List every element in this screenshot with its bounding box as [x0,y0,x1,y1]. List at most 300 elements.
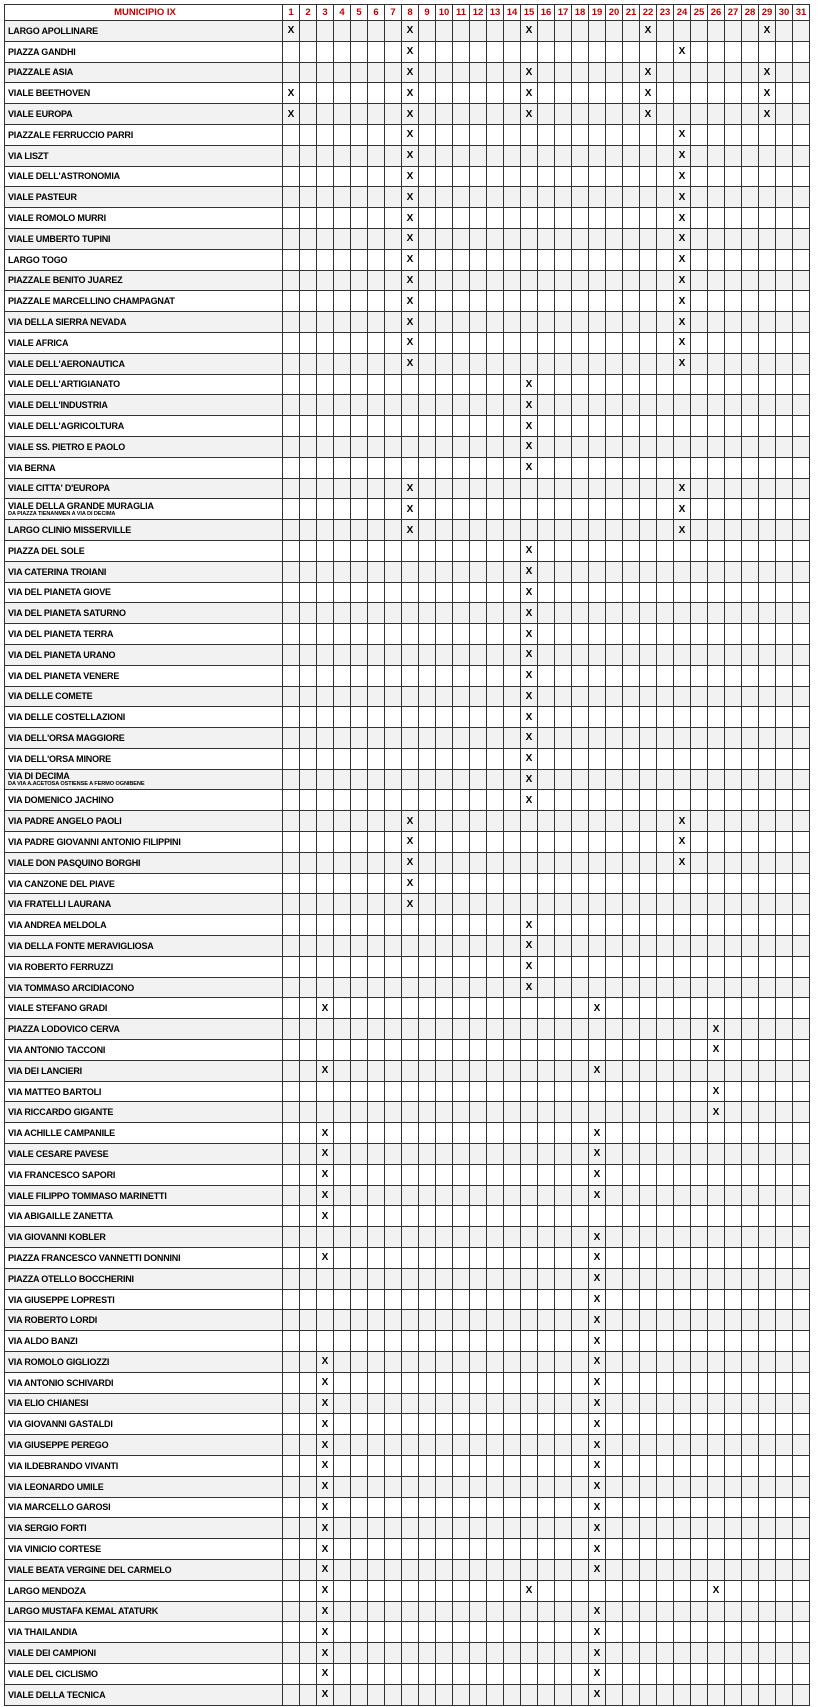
day-cell [368,540,385,561]
day-cell [351,1310,368,1331]
day-cell [640,665,657,686]
day-cell [470,1601,487,1622]
day-cell [470,270,487,291]
day-cell [453,832,470,853]
day-cell [317,499,334,520]
day-cell [300,145,317,166]
day-cell [589,873,606,894]
day-cell [385,1580,402,1601]
day-cell [419,1663,436,1684]
day-cell [317,1040,334,1061]
day-cell [725,1248,742,1269]
day-cell [691,1206,708,1227]
day-cell [351,332,368,353]
day-cell [555,62,572,83]
day-cell [759,187,776,208]
day-cell [623,1331,640,1352]
day-cell [708,915,725,936]
day-cell [691,956,708,977]
day-cell [334,228,351,249]
day-cell [283,582,300,603]
day-cell [691,561,708,582]
day-mark: X [674,208,691,229]
day-cell [283,1393,300,1414]
day-cell [742,1559,759,1580]
street-name: VIALE CESARE PAVESE [8,1148,109,1159]
day-cell [334,208,351,229]
day-cell [606,1268,623,1289]
day-cell [419,374,436,395]
day-cell [453,1352,470,1373]
day-cell [657,228,674,249]
day-cell [317,1331,334,1352]
day-cell [776,915,793,936]
day-cell [351,936,368,957]
day-mark: X [402,124,419,145]
day-cell [436,104,453,125]
day-cell [521,1352,538,1373]
day-cell [555,1476,572,1497]
day-cell [691,852,708,873]
day-cell [640,561,657,582]
day-cell [351,1206,368,1227]
day-cell [402,998,419,1019]
day-cell [487,1060,504,1081]
street-cell [5,83,283,104]
day-cell [317,1289,334,1310]
day-cell [674,644,691,665]
day-cell [725,1518,742,1539]
day-cell [334,1622,351,1643]
day-cell [470,915,487,936]
day-cell [657,1559,674,1580]
day-cell [691,1144,708,1165]
day-cell [300,998,317,1019]
day-cell [487,811,504,832]
day-cell [572,540,589,561]
day-cell [385,1455,402,1476]
day-cell [793,312,810,333]
day-cell [487,270,504,291]
day-cell [300,977,317,998]
day-cell [334,1060,351,1081]
day-cell [436,1310,453,1331]
day-cell [623,748,640,769]
day-cell [708,228,725,249]
street-cell [5,894,283,915]
day-cell [708,1164,725,1185]
day-cell [504,1331,521,1352]
day-cell [640,915,657,936]
day-cell [368,249,385,270]
day-cell [300,1372,317,1393]
day-cell [793,1123,810,1144]
day-cell [385,811,402,832]
day-cell [691,1081,708,1102]
day-cell [538,1643,555,1664]
day-cell [487,208,504,229]
day-cell [419,540,436,561]
day-cell [368,1081,385,1102]
day-cell [623,665,640,686]
day-cell [708,1248,725,1269]
day-cell [640,936,657,957]
day-header: 2 [300,5,317,21]
day-cell [368,21,385,42]
day-cell [351,1268,368,1289]
day-cell [759,582,776,603]
day-cell [776,1206,793,1227]
day-cell [759,1643,776,1664]
day-cell [691,1455,708,1476]
day-cell [742,915,759,936]
day-cell [351,1185,368,1206]
day-cell [504,395,521,416]
day-cell [385,1622,402,1643]
day-mark: X [317,1580,334,1601]
day-cell [368,832,385,853]
day-cell [283,1164,300,1185]
day-cell [538,1539,555,1560]
day-cell [793,1248,810,1269]
day-cell [334,457,351,478]
day-cell [538,41,555,62]
street-cell [5,499,283,520]
day-cell [555,936,572,957]
day-cell [453,811,470,832]
day-cell [334,62,351,83]
day-cell [368,561,385,582]
day-cell [606,1206,623,1227]
day-cell [300,457,317,478]
day-cell [504,1539,521,1560]
day-cell [674,1601,691,1622]
day-cell [317,457,334,478]
day-cell [657,1663,674,1684]
day-cell [283,520,300,541]
day-cell [589,374,606,395]
day-cell [708,353,725,374]
day-cell [572,644,589,665]
day-cell [555,1289,572,1310]
day-cell [759,1040,776,1061]
day-cell [402,748,419,769]
day-cell [470,1081,487,1102]
day-cell [402,1435,419,1456]
day-cell [759,748,776,769]
day-cell [759,208,776,229]
day-mark: X [674,520,691,541]
day-cell [385,353,402,374]
table-row [5,936,810,957]
day-cell [368,520,385,541]
day-cell [793,1164,810,1185]
day-cell [436,1352,453,1373]
day-cell [487,124,504,145]
day-cell [742,1248,759,1269]
day-cell [640,208,657,229]
day-cell [606,1019,623,1040]
day-cell [487,1518,504,1539]
day-cell [334,1144,351,1165]
day-cell [419,1102,436,1123]
day-cell [283,1643,300,1664]
day-cell [657,104,674,125]
day-cell [742,644,759,665]
day-cell [300,291,317,312]
day-mark: X [402,104,419,125]
day-cell [453,1206,470,1227]
day-cell [725,145,742,166]
day-cell [759,1206,776,1227]
day-cell [538,1060,555,1081]
day-cell [521,998,538,1019]
day-cell [640,644,657,665]
day-cell [674,894,691,915]
day-mark: X [521,1580,538,1601]
day-cell [504,270,521,291]
day-cell [674,1206,691,1227]
day-cell [300,1601,317,1622]
day-cell [742,208,759,229]
day-cell [419,457,436,478]
day-cell [317,728,334,749]
day-cell [538,540,555,561]
day-mark: X [759,21,776,42]
day-cell [725,1455,742,1476]
street-name: VIA DI DECIMA [8,771,70,782]
day-cell [300,1663,317,1684]
day-cell [487,1372,504,1393]
day-cell [759,1310,776,1331]
day-cell [640,790,657,811]
day-cell [657,478,674,499]
day-cell [606,1102,623,1123]
day-cell [402,1060,419,1081]
day-cell [300,270,317,291]
day-cell [402,728,419,749]
day-cell [691,644,708,665]
day-cell [691,936,708,957]
day-cell [504,707,521,728]
day-cell [555,1455,572,1476]
day-cell [351,1248,368,1269]
day-cell [708,686,725,707]
day-cell [283,62,300,83]
day-cell [725,665,742,686]
day-cell [623,1352,640,1373]
day-cell [402,1352,419,1373]
day-cell [793,1559,810,1580]
day-cell [521,1539,538,1560]
day-cell [521,1206,538,1227]
street-cell [5,1455,283,1476]
street-name: VIALE STEFANO GRADI [8,1003,108,1014]
day-cell [776,1102,793,1123]
day-cell [419,1206,436,1227]
day-cell [606,124,623,145]
day-cell [351,187,368,208]
day-cell [623,1164,640,1185]
day-header: 22 [640,5,657,21]
table-row [5,499,810,520]
day-cell [351,998,368,1019]
day-cell [487,790,504,811]
day-cell [708,416,725,437]
day-cell [334,1643,351,1664]
day-cell [589,603,606,624]
day-cell [793,1684,810,1705]
day-cell [691,1539,708,1560]
day-cell [538,1622,555,1643]
street-name: VIA GIUSEPPE PEREGO [8,1440,109,1451]
day-cell [572,1206,589,1227]
day-cell [776,270,793,291]
day-cell [385,457,402,478]
day-mark: X [317,1663,334,1684]
street-name: VIALE EUROPA [8,109,73,120]
day-cell [759,1227,776,1248]
day-cell [368,166,385,187]
day-cell [402,1643,419,1664]
day-cell [725,1331,742,1352]
day-cell [453,436,470,457]
day-cell [742,21,759,42]
day-cell [368,395,385,416]
day-cell [385,1227,402,1248]
day-cell [742,1060,759,1081]
day-cell [606,1248,623,1269]
day-cell [368,624,385,645]
day-cell [623,956,640,977]
street-cell [5,1559,283,1580]
day-cell [368,1144,385,1165]
day-cell [504,520,521,541]
day-cell [606,291,623,312]
day-cell [572,1060,589,1081]
day-header: 12 [470,5,487,21]
day-mark: X [317,1601,334,1622]
day-cell [555,1497,572,1518]
day-cell [538,977,555,998]
street-name: VIA THAILANDIA [8,1627,78,1638]
day-cell [623,1289,640,1310]
day-mark: X [674,291,691,312]
day-cell [572,665,589,686]
day-mark: X [589,1310,606,1331]
day-cell [555,1352,572,1373]
day-cell [674,83,691,104]
day-cell [725,998,742,1019]
day-cell [300,873,317,894]
day-cell [793,936,810,957]
day-cell [351,1622,368,1643]
day-cell [725,457,742,478]
day-cell [657,686,674,707]
day-cell [368,998,385,1019]
day-cell [708,852,725,873]
table-row [5,540,810,561]
day-cell [538,1580,555,1601]
day-cell [402,1123,419,1144]
day-cell [640,1476,657,1497]
day-cell [725,977,742,998]
day-mark: X [317,1559,334,1580]
day-cell [589,956,606,977]
day-cell [385,1414,402,1435]
day-cell [419,353,436,374]
day-cell [793,41,810,62]
day-cell [470,1663,487,1684]
street-cell [5,457,283,478]
day-cell [589,478,606,499]
day-cell [640,1081,657,1102]
day-cell [334,332,351,353]
day-cell [521,852,538,873]
day-cell [487,1663,504,1684]
day-cell [742,790,759,811]
day-cell [453,1227,470,1248]
day-cell [334,832,351,853]
day-cell [504,728,521,749]
day-cell [453,977,470,998]
day-cell [368,1102,385,1123]
day-cell [708,478,725,499]
day-cell [759,124,776,145]
day-cell [657,499,674,520]
day-mark: X [521,956,538,977]
day-cell [470,520,487,541]
day-cell [742,416,759,437]
day-cell [419,832,436,853]
day-cell [504,1310,521,1331]
day-cell [691,228,708,249]
street-cell [5,291,283,312]
day-cell [793,1040,810,1061]
day-cell [283,936,300,957]
day-cell [368,83,385,104]
day-cell [368,208,385,229]
day-cell [504,249,521,270]
day-cell [283,291,300,312]
day-cell [555,145,572,166]
day-cell [606,499,623,520]
day-cell [725,1352,742,1373]
day-cell [555,83,572,104]
day-cell [742,582,759,603]
table-row [5,852,810,873]
day-cell [708,1622,725,1643]
day-cell [657,436,674,457]
day-cell [623,1601,640,1622]
day-cell [691,1372,708,1393]
day-cell [657,873,674,894]
day-cell [504,1601,521,1622]
street-name: VIALE AFRICA [8,337,69,348]
day-cell [436,208,453,229]
day-cell [487,104,504,125]
day-cell [759,499,776,520]
day-cell [402,977,419,998]
day-cell [487,478,504,499]
day-header: 30 [776,5,793,21]
day-cell [623,1019,640,1040]
day-cell [657,332,674,353]
day-cell [504,1663,521,1684]
day-cell [300,332,317,353]
day-cell [589,915,606,936]
day-cell [453,270,470,291]
